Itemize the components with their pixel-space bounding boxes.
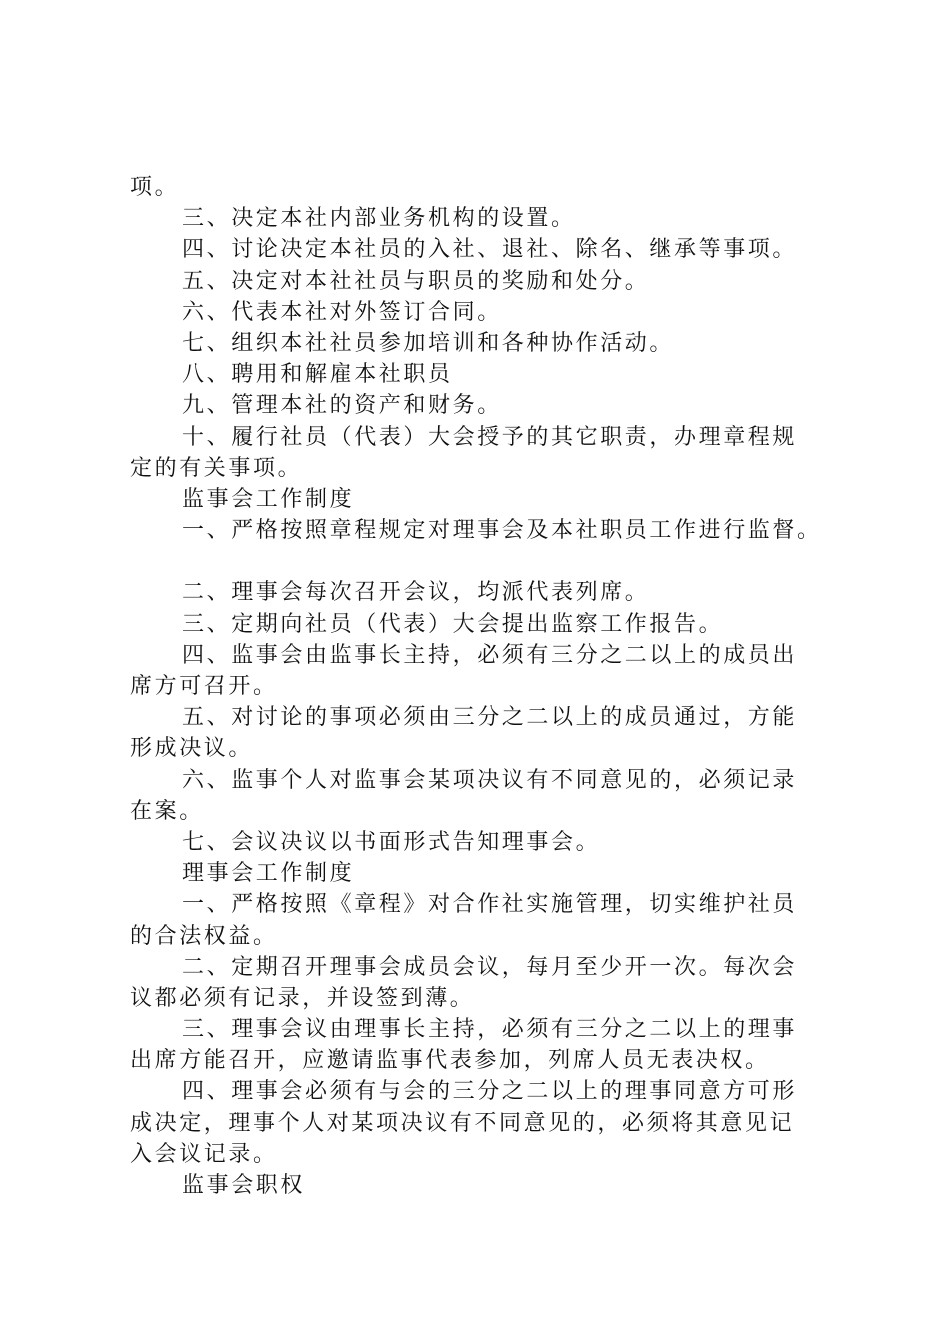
text-line: 定的有关事项。 [130,455,303,481]
text-line: 的合法权益。 [130,923,278,949]
section-heading: 监事会工作制度 [182,486,355,512]
text-line: 七、会议决议以书面形式告知理事会。 [182,829,601,855]
text-line: 四、理事会必须有与会的三分之二以上的理事同意方可形 [182,1079,798,1105]
text-line: 二、定期召开理事会成员会议，每月至少开一次。每次会 [182,954,798,980]
section-heading: 理事会工作制度 [182,861,355,887]
text-line: 十、履行社员（代表）大会授予的其它职责，办理章程规 [182,424,798,450]
text-line: 六、监事个人对监事会某项决议有不同意见的，必须记录 [182,767,798,793]
text-line: 三、理事会议由理事长主持，必须有三分之二以上的理事 [182,1017,798,1043]
text-line: 一、严格按照《章程》对合作社实施管理，切实维护社员 [182,892,798,918]
text-line: 形成决议。 [130,736,254,762]
text-line: 四、监事会由监事长主持，必须有三分之二以上的成员出 [182,642,798,668]
text-line: 四、讨论决定本社员的入社、退社、除名、继承等事项。 [182,237,798,263]
text-line: 六、代表本社对外签订合同。 [182,299,502,325]
text-line: 八、聘用和解雇本社职员 [182,362,453,388]
text-line: 五、对讨论的事项必须由三分之二以上的成员通过，方能 [182,705,798,731]
text-line: 五、决定对本社社员与职员的奖励和处分。 [182,268,650,294]
text-line: 七、组织本社社员参加培训和各种协作活动。 [182,330,675,356]
text-line: 三、定期向社员（代表）大会提出监察工作报告。 [182,611,724,637]
text-line: 项。 [130,175,180,200]
text-line: 出席方能召开，应邀请监事代表参加，列席人员无表决权。 [130,1048,770,1074]
text-line: 成决定，理事个人对某项决议有不同意见的，必须将其意见记 [130,1110,795,1136]
text-line: 入会议记录。 [130,1141,278,1167]
text-line: 席方可召开。 [130,674,278,699]
blank-line [130,546,850,577]
text-line: 一、严格按照章程规定对理事会及本社职员工作进行监督。 [182,518,822,544]
text-line: 在案。 [130,798,204,824]
text-line: 九、管理本社的资产和财务。 [182,393,502,419]
text-line: 议都必须有记录，并设签到薄。 [130,985,475,1011]
document-body [130,172,850,1201]
section-heading: 监事会职权 [182,1173,306,1198]
text-line: 三、决定本社内部业务机构的设置。 [182,206,576,232]
text-line: 二、理事会每次召开会议，均派代表列席。 [182,580,650,606]
